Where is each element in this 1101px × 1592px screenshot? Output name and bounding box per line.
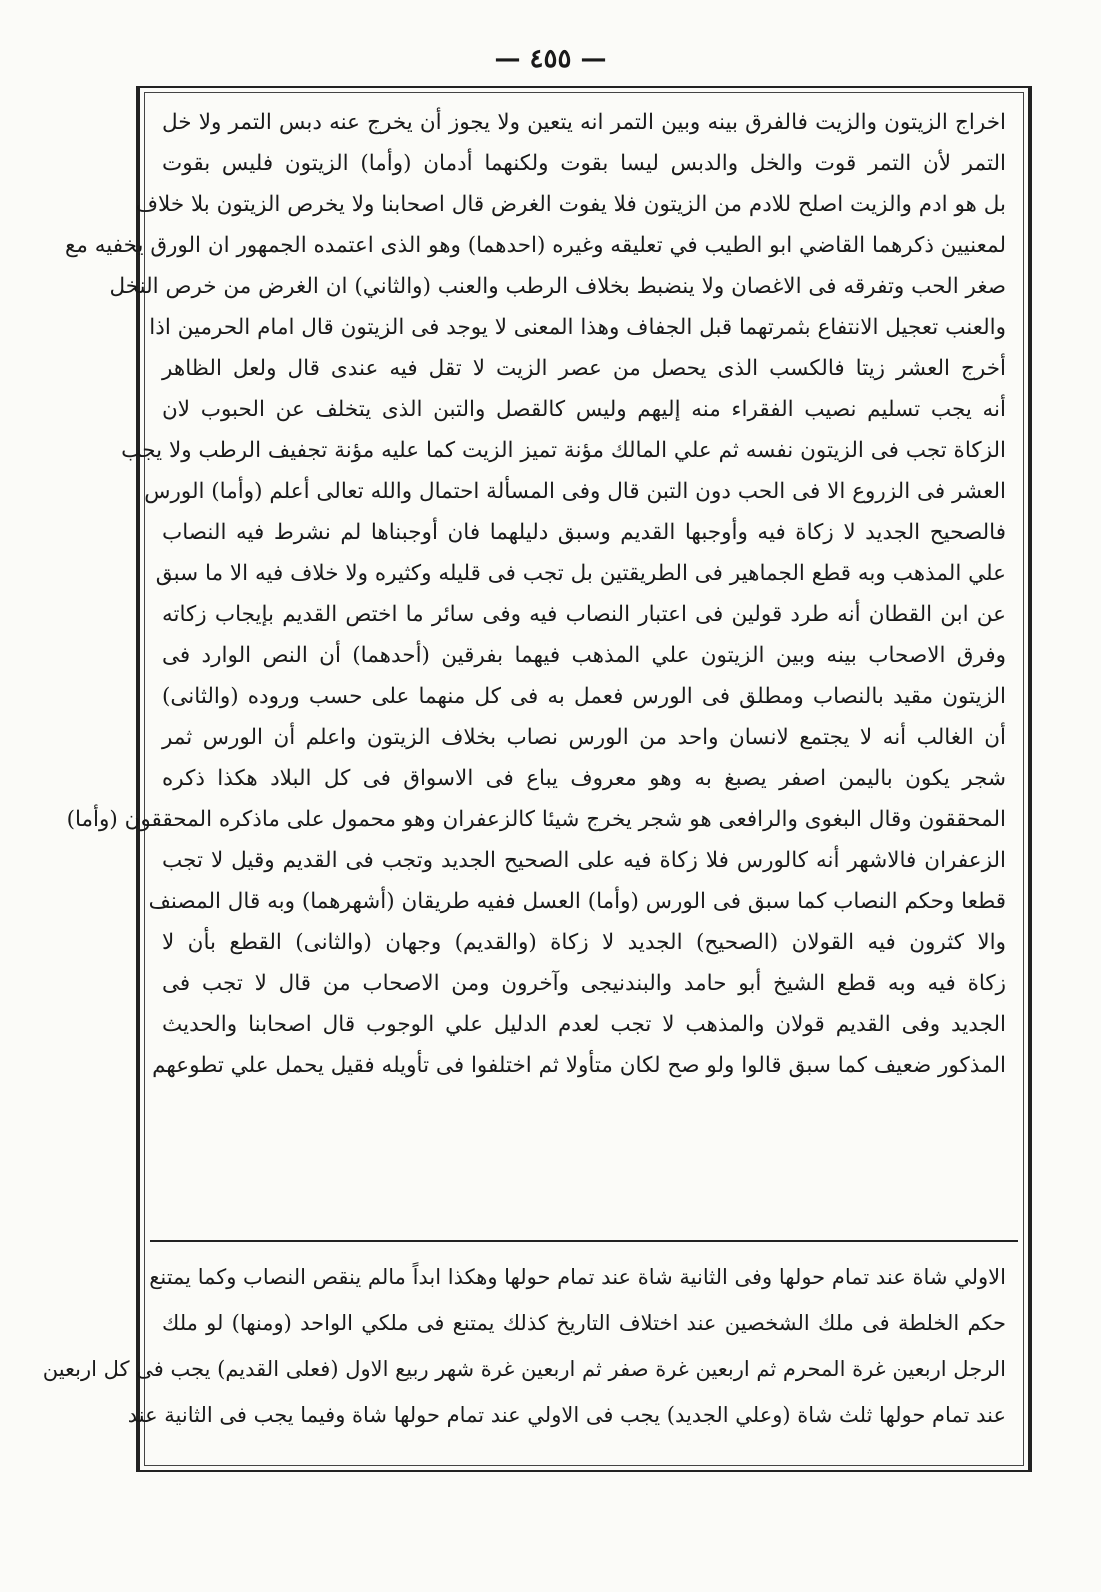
- footnote-line: الرجل اربعين غرة المحرم ثم اربعين غرة صفر ثم اربعين غرة شهر ربيع الاول (فعلى القديم) يجب فى كل اربعين: [42, 1357, 1006, 1381]
- text-line: الزيتون مقيد بالنصاب ومطلق فى الورس فعمل به فى كل منهما على حسب وروده (والثانى): [162, 684, 1006, 709]
- text-line: المحققون وقال البغوى والرافعى هو شجر يخرج شيئا كالزعفران وهو محمول على ماذكره المحققون (وأما): [66, 807, 1006, 832]
- footnote-block: [42, 1254, 1006, 1438]
- page-frame: [42, 86, 1032, 1472]
- text-line: عن ابن القطان أنه طرد قولين فى اعتبار النصاب فيه وفى سائر ما اختص القديم بإيجاب زكاته: [162, 602, 1006, 627]
- footnote-divider: [150, 1240, 1018, 1242]
- text-line: أخرج العشر زيتا فالكسب الذى يحصل من عصر الزيت لا تقل فيه عندى قال ولعل الظاهر: [162, 356, 1006, 381]
- text-line: الجديد وفى القديم قولان والمذهب لا تجب لعدم الدليل علي الوجوب قال اصحابنا والحديث: [162, 1012, 1006, 1037]
- page-number: — ٤٥٥ —: [494, 44, 607, 74]
- footnote-line: عند تمام حولها ثلث شاة (وعلي الجديد) يجب فى الاولي عند تمام حولها شاة وفيما يجب فى الثانية عند: [127, 1403, 1006, 1427]
- text-line: والعنب تعجيل الانتفاع بثمرتهما قبل الجفاف وهذا المعنى لا يوجد فى الزيتون قال امام الحرمين اذا: [149, 315, 1006, 340]
- text-line: وفرق الاصحاب بينه وبين الزيتون علي المذهب فيهما بفرقين (أحدهما) أن النص الوارد فى: [162, 643, 1006, 668]
- text-line: زكاة فيه وبه قطع الشيخ أبو حامد والبندنيجى وآخرون ومن الاصحاب من قال لا تجب فى: [162, 971, 1006, 996]
- text-line: بل هو ادم والزيت اصلح للادم من الزيتون فلا يفوت الغرض قال اصحابنا ولا يخرص الزيتون بلا خلاف: [135, 192, 1006, 217]
- text-line: الزعفران فالاشهر أنه كالورس فلا زكاة فيه على الصحيح الجديد وتجب فى القديم وقيل لا تجب: [162, 848, 1006, 873]
- text-line: قطعا وحكم النصاب كما سبق فى الورس (وأما) العسل ففيه طريقان (أشهرهما) وبه قال المصنف: [148, 889, 1006, 914]
- text-line: لمعنيين ذكرهما القاضي ابو الطيب في تعليقه وغيره (احدهما) وهو الذى اعتمده الجمهور ان الورق يخفيه مع: [64, 233, 1006, 258]
- text-line: فالصحيح الجديد لا زكاة فيه وأوجبها القديم وسبق دليلهما فان أوجبناها لم نشرط فيه النصاب: [162, 520, 1006, 545]
- text-line: الزكاة تجب فى الزيتون نفسه ثم علي المالك مؤنة تميز الزيت كما عليه مؤنة تجفيف الرطب ولا يجب: [121, 438, 1006, 463]
- footnote-line: الاولي شاة عند تمام حولها وفى الثانية شاة عند تمام حولها وهكذا ابداً مالم ينقص النصاب وكما يمتنع: [149, 1265, 1006, 1289]
- text-line: أن الغالب أنه لا يجتمع لانسان واحد من الورس نصاب بخلاف الزيتون واعلم أن الورس ثمر: [162, 725, 1006, 750]
- text-line: العشر فى الزروع الا فى الحب دون التبن قال وفى المسألة احتمال والله تعالى أعلم (وأما) الورس: [144, 479, 1006, 504]
- text-line: والا كثرون فيه القولان (الصحيح) الجديد لا زكاة (والقديم) وجهان (والثانى) القطع بأن لا: [162, 930, 1006, 955]
- text-line: أنه يجب تسليم نصيب الفقراء منه إليهم وليس كالقصل والتبن الذى يتخلف عن الحبوب لان: [162, 397, 1006, 422]
- text-line: اخراج الزيتون والزيت فالفرق بينه وبين التمر انه يتعين ولا يجوز أن يخرج عنه دبس التمر ولا خل: [162, 110, 1006, 135]
- text-line: التمر لأن التمر قوت والخل والدبس ليسا بقوت ولكنهما أدمان (وأما) الزيتون فليس بقوت: [162, 151, 1006, 176]
- main-text-block: [64, 102, 1006, 1086]
- footnote-line: حكم الخلطة فى ملك الشخصين عند اختلاف التاريخ كذلك يمتنع فى ملكي الواحد (ومنها) لو ملك: [162, 1311, 1006, 1335]
- text-line: شجر يكون باليمن اصفر يصبغ به وهو معروف يباع فى الاسواق فى كل البلاد هكذا ذكره: [162, 766, 1006, 791]
- text-line: صغر الحب وتفرقه فى الاغصان ولا ينضبط بخلاف الرطب والعنب (والثاني) ان الغرض من خرص النخل: [109, 274, 1006, 299]
- text-line: المذكور ضعيف كما سبق قالوا ولو صح لكان متأولا ثم اختلفوا فى تأويله فقيل يحمل علي تطوعهم: [152, 1053, 1006, 1078]
- text-line: علي المذهب وبه قطع الجماهير فى الطريقتين بل تجب فى قليله وكثيره ولا خلاف فيه الا ما سبق: [155, 561, 1006, 586]
